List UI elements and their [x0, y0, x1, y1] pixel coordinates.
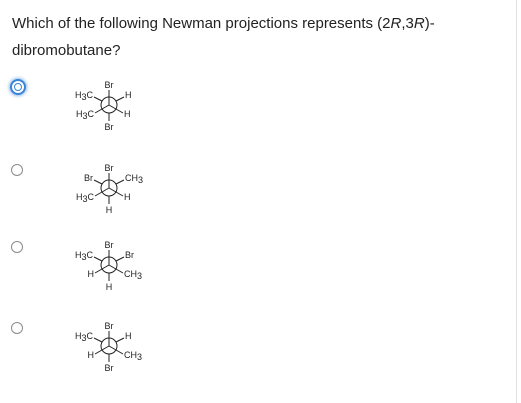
- back-bond-top-left: [94, 257, 102, 261]
- back-bond-top-left: [94, 97, 102, 101]
- answer-option-3[interactable]: [8, 235, 158, 315]
- front-bottom-right-label: H: [124, 109, 131, 119]
- back-top-left-label: H3C: [74, 331, 93, 343]
- back-bond-top-right: [116, 338, 124, 342]
- answer-option-2[interactable]: [8, 158, 158, 238]
- front-bottom-right-label: H: [124, 192, 131, 202]
- front-top-label: Br: [104, 163, 114, 173]
- answer-option-4[interactable]: [8, 316, 158, 396]
- front-bottom-left-label: H3C: [75, 109, 94, 121]
- front-bottom-left-label: H: [87, 269, 94, 279]
- front-bottom-right-label: CH3: [124, 350, 143, 362]
- back-bottom-label: H: [105, 205, 113, 215]
- front-top-label: Br: [104, 240, 114, 250]
- back-top-right-label: CH3: [125, 173, 144, 185]
- back-top-right-label: Br: [125, 250, 134, 260]
- right-edge-divider: [516, 0, 517, 403]
- back-bond-top-right: [116, 97, 124, 101]
- back-bond-top-left: [94, 180, 102, 184]
- newman-projection-1: [8, 75, 158, 155]
- back-bottom-label: Br: [104, 122, 114, 132]
- back-bond-top-right: [116, 180, 124, 184]
- front-bottom-left-label: H: [87, 350, 94, 360]
- front-bottom-left-label: H3C: [75, 192, 94, 204]
- newman-projection-2: [8, 158, 158, 238]
- back-bond-top-left: [94, 338, 102, 342]
- back-top-left-label: Br: [84, 173, 93, 183]
- back-top-left-label: H3C: [74, 90, 93, 102]
- front-top-label: Br: [104, 80, 114, 90]
- back-bottom-label: H: [105, 282, 113, 292]
- back-bond-top-right: [116, 257, 124, 261]
- front-bottom-right-label: CH3: [124, 269, 143, 281]
- newman-projection-3: [8, 235, 158, 315]
- answer-option-1[interactable]: [8, 75, 158, 155]
- back-top-right-label: H: [125, 90, 132, 100]
- back-top-right-label: H: [125, 331, 132, 341]
- back-bottom-label: Br: [104, 363, 114, 373]
- question-text: Which of the following Newman projections represents (2R,3R)-dibromobutane?: [12, 15, 435, 59]
- newman-projection-4: [8, 316, 158, 396]
- back-top-left-label: H3C: [74, 250, 93, 262]
- front-top-label: Br: [104, 321, 114, 331]
